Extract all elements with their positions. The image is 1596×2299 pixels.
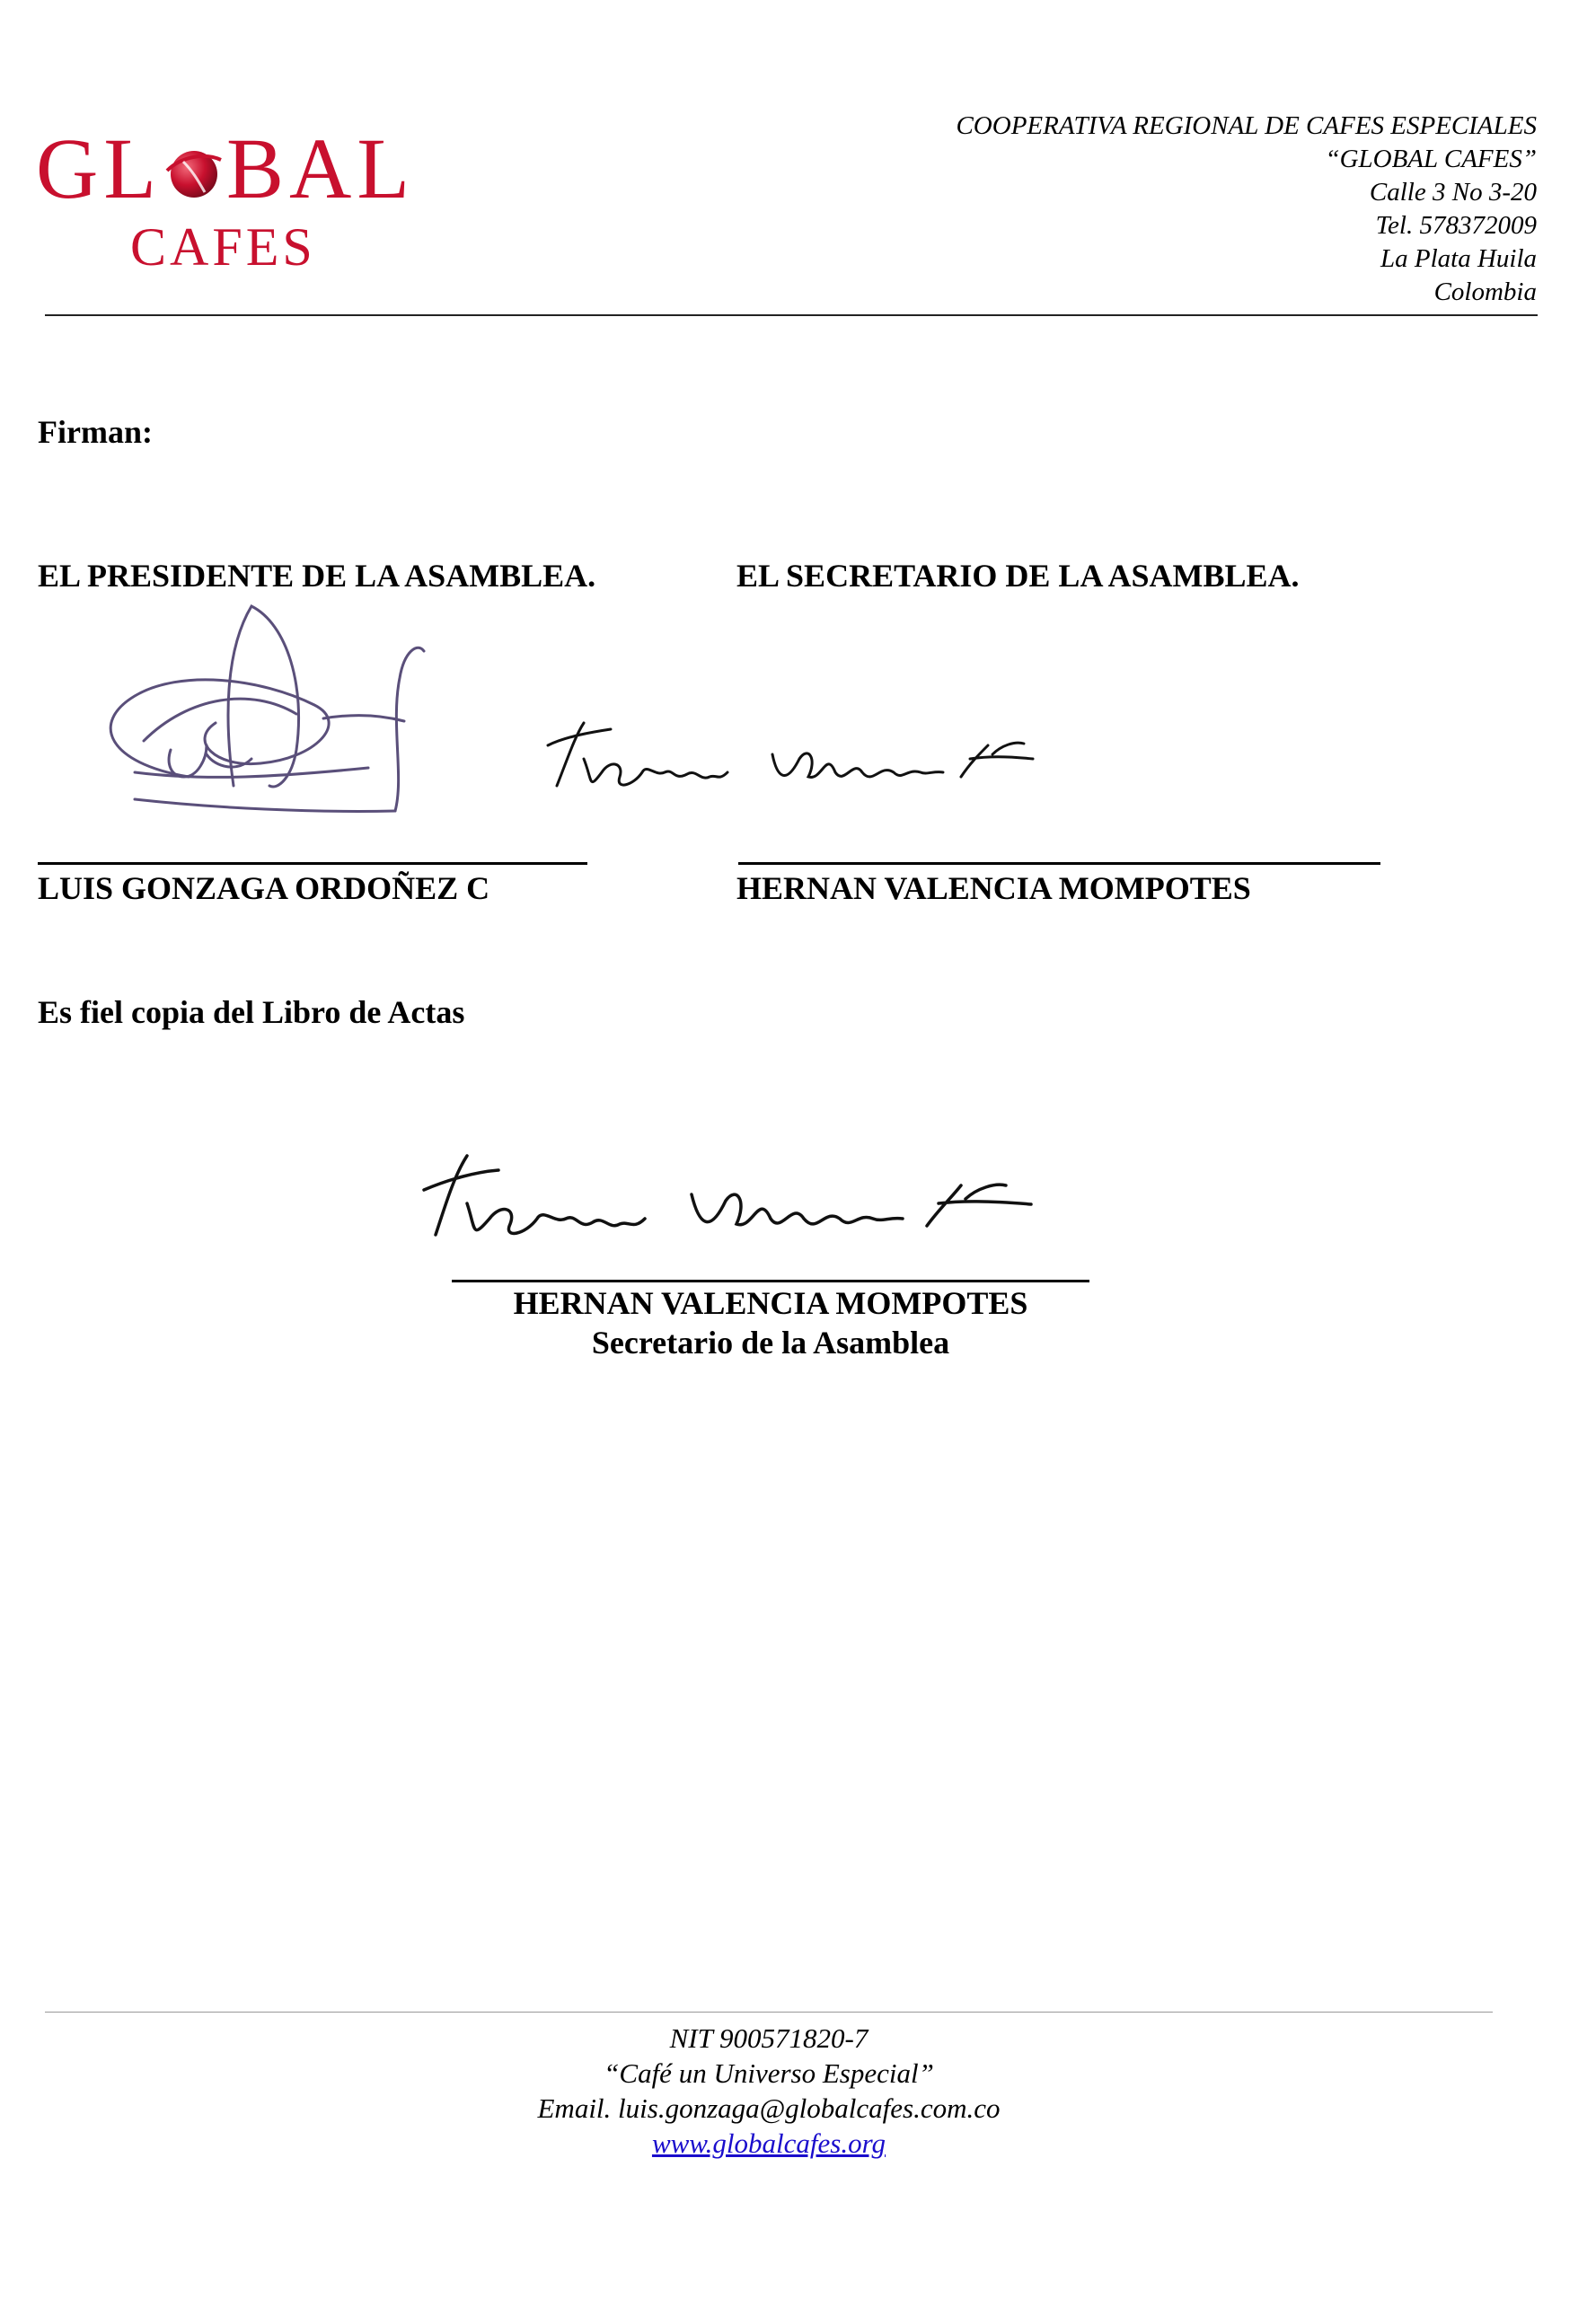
header-line-phone: Tel. 578372009 — [1375, 211, 1537, 240]
president-name: LUIS GONZAGA ORDOÑEZ C — [38, 870, 490, 906]
logo-text-left: GL — [36, 120, 162, 216]
final-role: Secretario de la Asamblea — [591, 1325, 950, 1361]
header-line-country: Colombia — [1433, 277, 1537, 306]
final-signature-block — [452, 1284, 1089, 1361]
copy-statement: Es fiel copia del Libro de Actas — [38, 994, 465, 1030]
footer-slogan: “Café un Universo Especial” — [604, 2057, 934, 2089]
footer-nit: NIT 900571820-7 — [669, 2022, 869, 2054]
footer-website-link[interactable]: www.globalcafes.org — [651, 2127, 886, 2159]
global-cafes-logo — [36, 120, 431, 287]
secretary-signature — [539, 709, 1042, 808]
secretary-title: EL SECRETARIO DE LA ASAMBLEA. — [736, 558, 1300, 594]
logo-text-right: BAL — [225, 120, 415, 216]
header-address — [728, 110, 1537, 309]
header-line-street: Calle 3 No 3-20 — [1369, 178, 1537, 207]
president-title: EL PRESIDENTE DE LA ASAMBLEA. — [38, 558, 596, 594]
firman-label: Firman: — [38, 414, 153, 450]
president-signature-line — [38, 862, 587, 865]
final-name: HERNAN VALENCIA MOMPOTES — [513, 1285, 1028, 1321]
footer-email: Email. luis.gonzaga@globalcafes.com.co — [537, 2092, 1001, 2124]
secretary-name: HERNAN VALENCIA MOMPOTES — [736, 870, 1251, 906]
secretary-signature-line — [738, 862, 1380, 865]
header-divider — [45, 314, 1538, 316]
coffee-globe-icon — [165, 144, 223, 201]
final-signature-line — [452, 1280, 1089, 1282]
header-line-cooperative: COOPERATIVA REGIONAL DE CAFES ESPECIALES — [956, 111, 1537, 140]
header-line-city: La Plata Huila — [1380, 244, 1537, 273]
footer-divider — [45, 2012, 1493, 2013]
president-signature — [81, 597, 449, 822]
final-signature — [413, 1145, 1060, 1253]
header-line-name: “GLOBAL CAFES” — [1325, 145, 1537, 173]
logo-subword: CAFES — [130, 217, 316, 277]
logo-wordmark — [36, 120, 415, 216]
footer — [0, 2021, 1538, 2161]
